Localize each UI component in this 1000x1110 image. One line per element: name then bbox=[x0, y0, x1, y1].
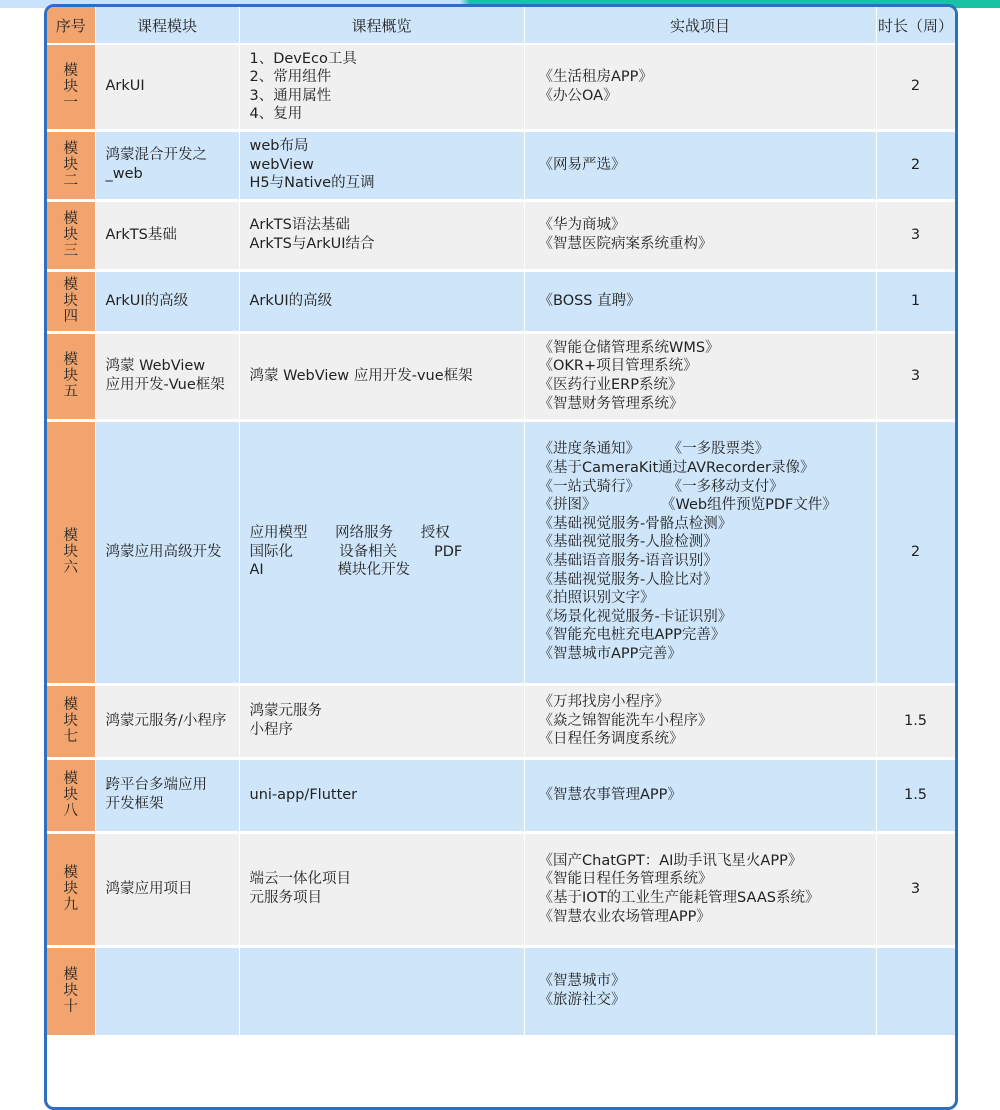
project-line: 《拍照识别文字》 bbox=[538, 590, 655, 607]
project-line: 《基于IOT的工业生产能耗管理SAAS系统》 bbox=[538, 890, 820, 906]
project-line: 《智慧农业农场管理APP》 bbox=[538, 908, 711, 925]
table-row bbox=[47, 684, 955, 758]
module-projects bbox=[524, 332, 876, 420]
overview-line: 国际化 设备相关 PDF bbox=[249, 543, 463, 560]
module-name bbox=[95, 832, 239, 946]
project-line: 《网易严选》 bbox=[538, 156, 626, 173]
table-row bbox=[47, 44, 955, 130]
module-name-line: ArkUI bbox=[105, 78, 145, 95]
project-line: 《智能仓储管理系统WMS》 bbox=[538, 339, 720, 356]
module-duration: 2 bbox=[876, 130, 955, 200]
table-row bbox=[47, 946, 955, 1036]
module-seq-label: 模块六 bbox=[63, 528, 78, 576]
table-body bbox=[47, 44, 955, 1036]
module-seq-label: 模块一 bbox=[63, 62, 78, 111]
project-line: 《万邦找房小程序》 bbox=[538, 694, 669, 711]
overview-line: ArkTS语法基础 bbox=[249, 217, 350, 234]
module-overview bbox=[239, 200, 524, 270]
module-name-line: 鸿蒙混合开发之 bbox=[105, 147, 207, 164]
project-line: 《旅游社交》 bbox=[538, 992, 626, 1008]
module-name bbox=[95, 758, 239, 832]
table-row bbox=[47, 200, 955, 270]
overview-line: ArkTS与ArkUI结合 bbox=[249, 236, 375, 252]
table-header-row bbox=[47, 7, 955, 44]
module-seq-label: 模块九 bbox=[63, 865, 78, 913]
project-line: 《基于CameraKit通过AVRecorder录像》 bbox=[538, 460, 815, 477]
table-row bbox=[47, 332, 955, 420]
project-line: 《进度条通知》 《一多股票类》 bbox=[538, 441, 770, 458]
module-overview bbox=[239, 130, 524, 200]
project-line: 《焱之锦智能洗车小程序》 bbox=[538, 712, 713, 729]
module-projects bbox=[524, 758, 876, 832]
module-name bbox=[95, 44, 239, 130]
project-line: 《办公OA》 bbox=[538, 87, 618, 104]
project-line: 《智慧城市》 bbox=[538, 973, 626, 990]
project-line: 《生活租房APP》 bbox=[538, 69, 653, 86]
module-name-line: ArkTS基础 bbox=[105, 226, 177, 243]
module-seq-label: 模块三 bbox=[63, 211, 78, 259]
module-seq bbox=[47, 758, 95, 832]
project-line: 《基础语音服务-语音识别》 bbox=[538, 553, 718, 569]
overview-line: 3、通用属性 bbox=[249, 87, 332, 104]
module-name bbox=[95, 420, 239, 684]
table-row bbox=[47, 270, 955, 332]
project-line: 《智慧医院病案系统重构》 bbox=[538, 236, 713, 252]
module-name-line: 鸿蒙应用项目 bbox=[105, 880, 193, 897]
module-duration: 3 bbox=[876, 200, 955, 270]
overview-line: uni-app/Flutter bbox=[249, 786, 358, 803]
module-overview bbox=[239, 332, 524, 420]
module-overview bbox=[239, 832, 524, 946]
module-name-line: 跨平台多端应用 bbox=[105, 777, 207, 794]
overview-line: 小程序 bbox=[249, 722, 293, 738]
module-seq bbox=[47, 44, 95, 130]
project-line: 《智能充电桩充电APP完善》 bbox=[538, 627, 726, 644]
module-duration: 3 bbox=[876, 832, 955, 946]
project-line: 《基础视觉服务-人脸检测》 bbox=[538, 534, 718, 551]
module-duration: 2 bbox=[876, 420, 955, 684]
module-seq bbox=[47, 420, 95, 684]
table-row bbox=[47, 420, 955, 684]
module-duration: 3 bbox=[876, 332, 955, 420]
project-line: 《BOSS 直聘》 bbox=[538, 292, 641, 309]
overview-line: 2、常用组件 bbox=[249, 69, 332, 86]
project-line: 《拼图》 《Web组件预览PDF文件》 bbox=[538, 497, 837, 514]
module-seq bbox=[47, 832, 95, 946]
overview-line: H5与Native的互调 bbox=[249, 175, 375, 192]
overview-line: web布局 bbox=[249, 138, 309, 155]
overview-line: webView bbox=[249, 156, 314, 173]
header-overview: 课程概览 bbox=[239, 7, 524, 44]
module-name-line: ArkUI的高级 bbox=[105, 292, 189, 309]
module-seq bbox=[47, 130, 95, 200]
module-name bbox=[95, 200, 239, 270]
module-seq-label: 模块四 bbox=[63, 277, 78, 325]
header-duration: 时长（周） bbox=[876, 7, 955, 44]
header-projects: 实战项目 bbox=[524, 7, 876, 44]
module-duration: 1.5 bbox=[876, 684, 955, 758]
module-duration: 2 bbox=[876, 44, 955, 130]
overview-line: 鸿蒙 WebView 应用开发-vue框架 bbox=[249, 367, 473, 384]
overview-line: 1、DevEco工具 bbox=[249, 50, 357, 67]
project-line: 《智能日程任务管理系统》 bbox=[538, 871, 713, 888]
module-name bbox=[95, 332, 239, 420]
overview-line: 端云一体化项目 bbox=[249, 871, 351, 888]
project-line: 《OKR+项目管理系统》 bbox=[538, 358, 698, 375]
module-projects bbox=[524, 200, 876, 270]
project-line: 《一站式骑行》 《一多移动支付》 bbox=[538, 478, 784, 495]
overview-line: 应用模型 网络服务 授权 bbox=[249, 525, 450, 542]
module-name bbox=[95, 270, 239, 332]
overview-line: AI 模块化开发 bbox=[249, 562, 410, 579]
header-seq: 序号 bbox=[47, 7, 95, 44]
module-projects bbox=[524, 420, 876, 684]
module-projects bbox=[524, 270, 876, 332]
module-seq bbox=[47, 946, 95, 1036]
overview-line: 元服务项目 bbox=[249, 890, 322, 906]
module-name-line: 鸿蒙应用高级开发 bbox=[105, 543, 222, 560]
table-row bbox=[47, 758, 955, 832]
module-overview bbox=[239, 420, 524, 684]
module-overview bbox=[239, 270, 524, 332]
course-table bbox=[47, 7, 956, 1038]
module-projects bbox=[524, 684, 876, 758]
module-seq-label: 模块十 bbox=[63, 967, 78, 1015]
module-projects bbox=[524, 946, 876, 1036]
module-seq-label: 模块七 bbox=[63, 697, 78, 745]
module-seq-label: 模块二 bbox=[63, 141, 78, 189]
module-overview bbox=[239, 946, 524, 1036]
module-seq-label: 模块八 bbox=[63, 771, 78, 819]
project-line: 《日程任务调度系统》 bbox=[538, 731, 684, 748]
module-duration: 1.5 bbox=[876, 758, 955, 832]
module-seq bbox=[47, 270, 95, 332]
module-name-line: 鸿蒙 WebView bbox=[105, 358, 206, 375]
project-line: 《医药行业ERP系统》 bbox=[538, 377, 683, 393]
module-projects bbox=[524, 832, 876, 946]
project-line: 《基础视觉服务-骨骼点检测》 bbox=[538, 515, 733, 532]
project-line: 《国产ChatGPT：AI助手讯飞星火APP》 bbox=[538, 852, 803, 869]
header-module: 课程模块 bbox=[95, 7, 239, 44]
module-name-line: 鸿蒙元服务/小程序 bbox=[105, 712, 227, 729]
module-name bbox=[95, 130, 239, 200]
module-overview bbox=[239, 44, 524, 130]
table-row bbox=[47, 130, 955, 200]
course-table-frame bbox=[44, 4, 958, 1110]
module-projects bbox=[524, 130, 876, 200]
module-name-line: 开发框架 bbox=[105, 796, 164, 812]
module-seq bbox=[47, 332, 95, 420]
overview-line: 鸿蒙元服务 bbox=[249, 703, 322, 720]
project-line: 《智慧城市APP完善》 bbox=[538, 645, 682, 662]
module-seq-label: 模块五 bbox=[63, 352, 78, 400]
project-line: 《智慧农事管理APP》 bbox=[538, 786, 682, 803]
project-line: 《华为商城》 bbox=[538, 217, 626, 234]
module-name-line: 应用开发-Vue框架 bbox=[105, 377, 225, 393]
project-line: 《智慧财务管理系统》 bbox=[538, 395, 684, 412]
table-row bbox=[47, 832, 955, 946]
project-line: 《基础视觉服务-人脸比对》 bbox=[538, 571, 718, 588]
module-seq bbox=[47, 200, 95, 270]
module-projects bbox=[524, 44, 876, 130]
overview-line: 4、复用 bbox=[249, 106, 303, 123]
module-name bbox=[95, 684, 239, 758]
module-overview bbox=[239, 758, 524, 832]
module-seq bbox=[47, 684, 95, 758]
project-line: 《场景化视觉服务-卡证识别》 bbox=[538, 608, 733, 625]
module-name-line: _web bbox=[105, 166, 143, 182]
overview-line: ArkUI的高级 bbox=[249, 292, 333, 309]
module-duration: 1 bbox=[876, 270, 955, 332]
module-overview bbox=[239, 684, 524, 758]
module-name bbox=[95, 946, 239, 1036]
module-duration bbox=[876, 946, 955, 1036]
